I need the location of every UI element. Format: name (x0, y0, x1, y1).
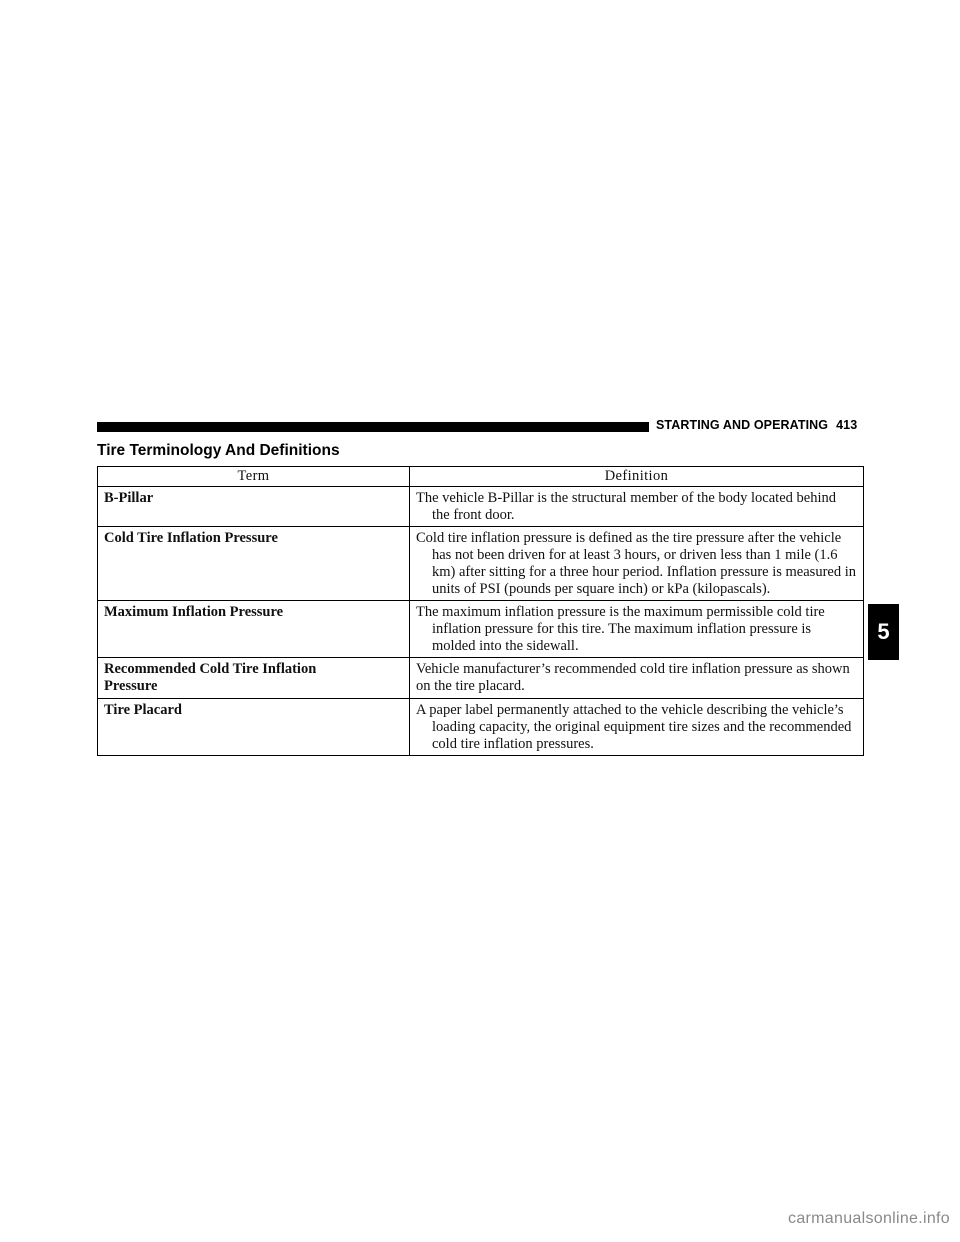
term-text-continued: Pressure (104, 678, 158, 694)
section-title: Tire Terminology And Definitions (97, 442, 340, 459)
table-row (98, 487, 864, 527)
term-cell (98, 658, 410, 699)
term-text: Maximum Inflation Pressure (104, 604, 284, 620)
term-text: Recommended Cold Tire Inflation (104, 661, 317, 677)
table-row (98, 699, 864, 756)
definition-cell (410, 601, 864, 658)
definition-text: Cold tire inflation pressure is defined as the tire pressure after the vehicle has not been driven for at least 3 hours, or driven less than 1 mile (1.6 km) after sitting for a three hour period. Inflation pressure is measured in units of PSI (pounds per square inch) or kPa (kilopascals). (416, 530, 856, 597)
table-header-row (98, 467, 864, 487)
definition-cell (410, 527, 864, 601)
term-cell (98, 699, 410, 756)
term-cell (98, 487, 410, 527)
definition-cell (410, 658, 864, 699)
term-text: Tire Placard (104, 702, 182, 718)
column-header-definition: Definition (410, 467, 864, 487)
definition-text: Vehicle manufacturer’s recommended cold tire inflation pressure as shown on the tire placard. (416, 661, 850, 694)
running-header (656, 418, 871, 432)
table-row (98, 658, 864, 699)
column-header-term: Term (98, 467, 410, 487)
definition-text: A paper label permanently attached to the vehicle describing the vehicle’s loading capacity, the original equipment tire sizes and the recommended cold tire inflation pressures. (416, 702, 852, 752)
term-cell (98, 601, 410, 658)
section-label: STARTING AND OPERATING (656, 418, 829, 432)
term-text: B-Pillar (104, 490, 154, 506)
definitions-table (97, 466, 864, 756)
term-cell (98, 527, 410, 601)
definition-text: The maximum inflation pressure is the maximum permissible cold tire inflation pressure for this tire. The maximum inflation pressure is molded into the sidewall. (416, 604, 825, 654)
table-row (98, 601, 864, 658)
term-text: Cold Tire Inflation Pressure (104, 530, 278, 546)
header-rule (97, 422, 649, 432)
watermark: carmanualsonline.info (788, 1210, 950, 1227)
chapter-tab: 5 (868, 604, 899, 660)
definition-text: The vehicle B-Pillar is the structural member of the body located behind the front door. (416, 490, 836, 523)
table-row (98, 527, 864, 601)
definition-cell (410, 699, 864, 756)
definition-cell (410, 487, 864, 527)
page-number: 413 (836, 418, 858, 432)
